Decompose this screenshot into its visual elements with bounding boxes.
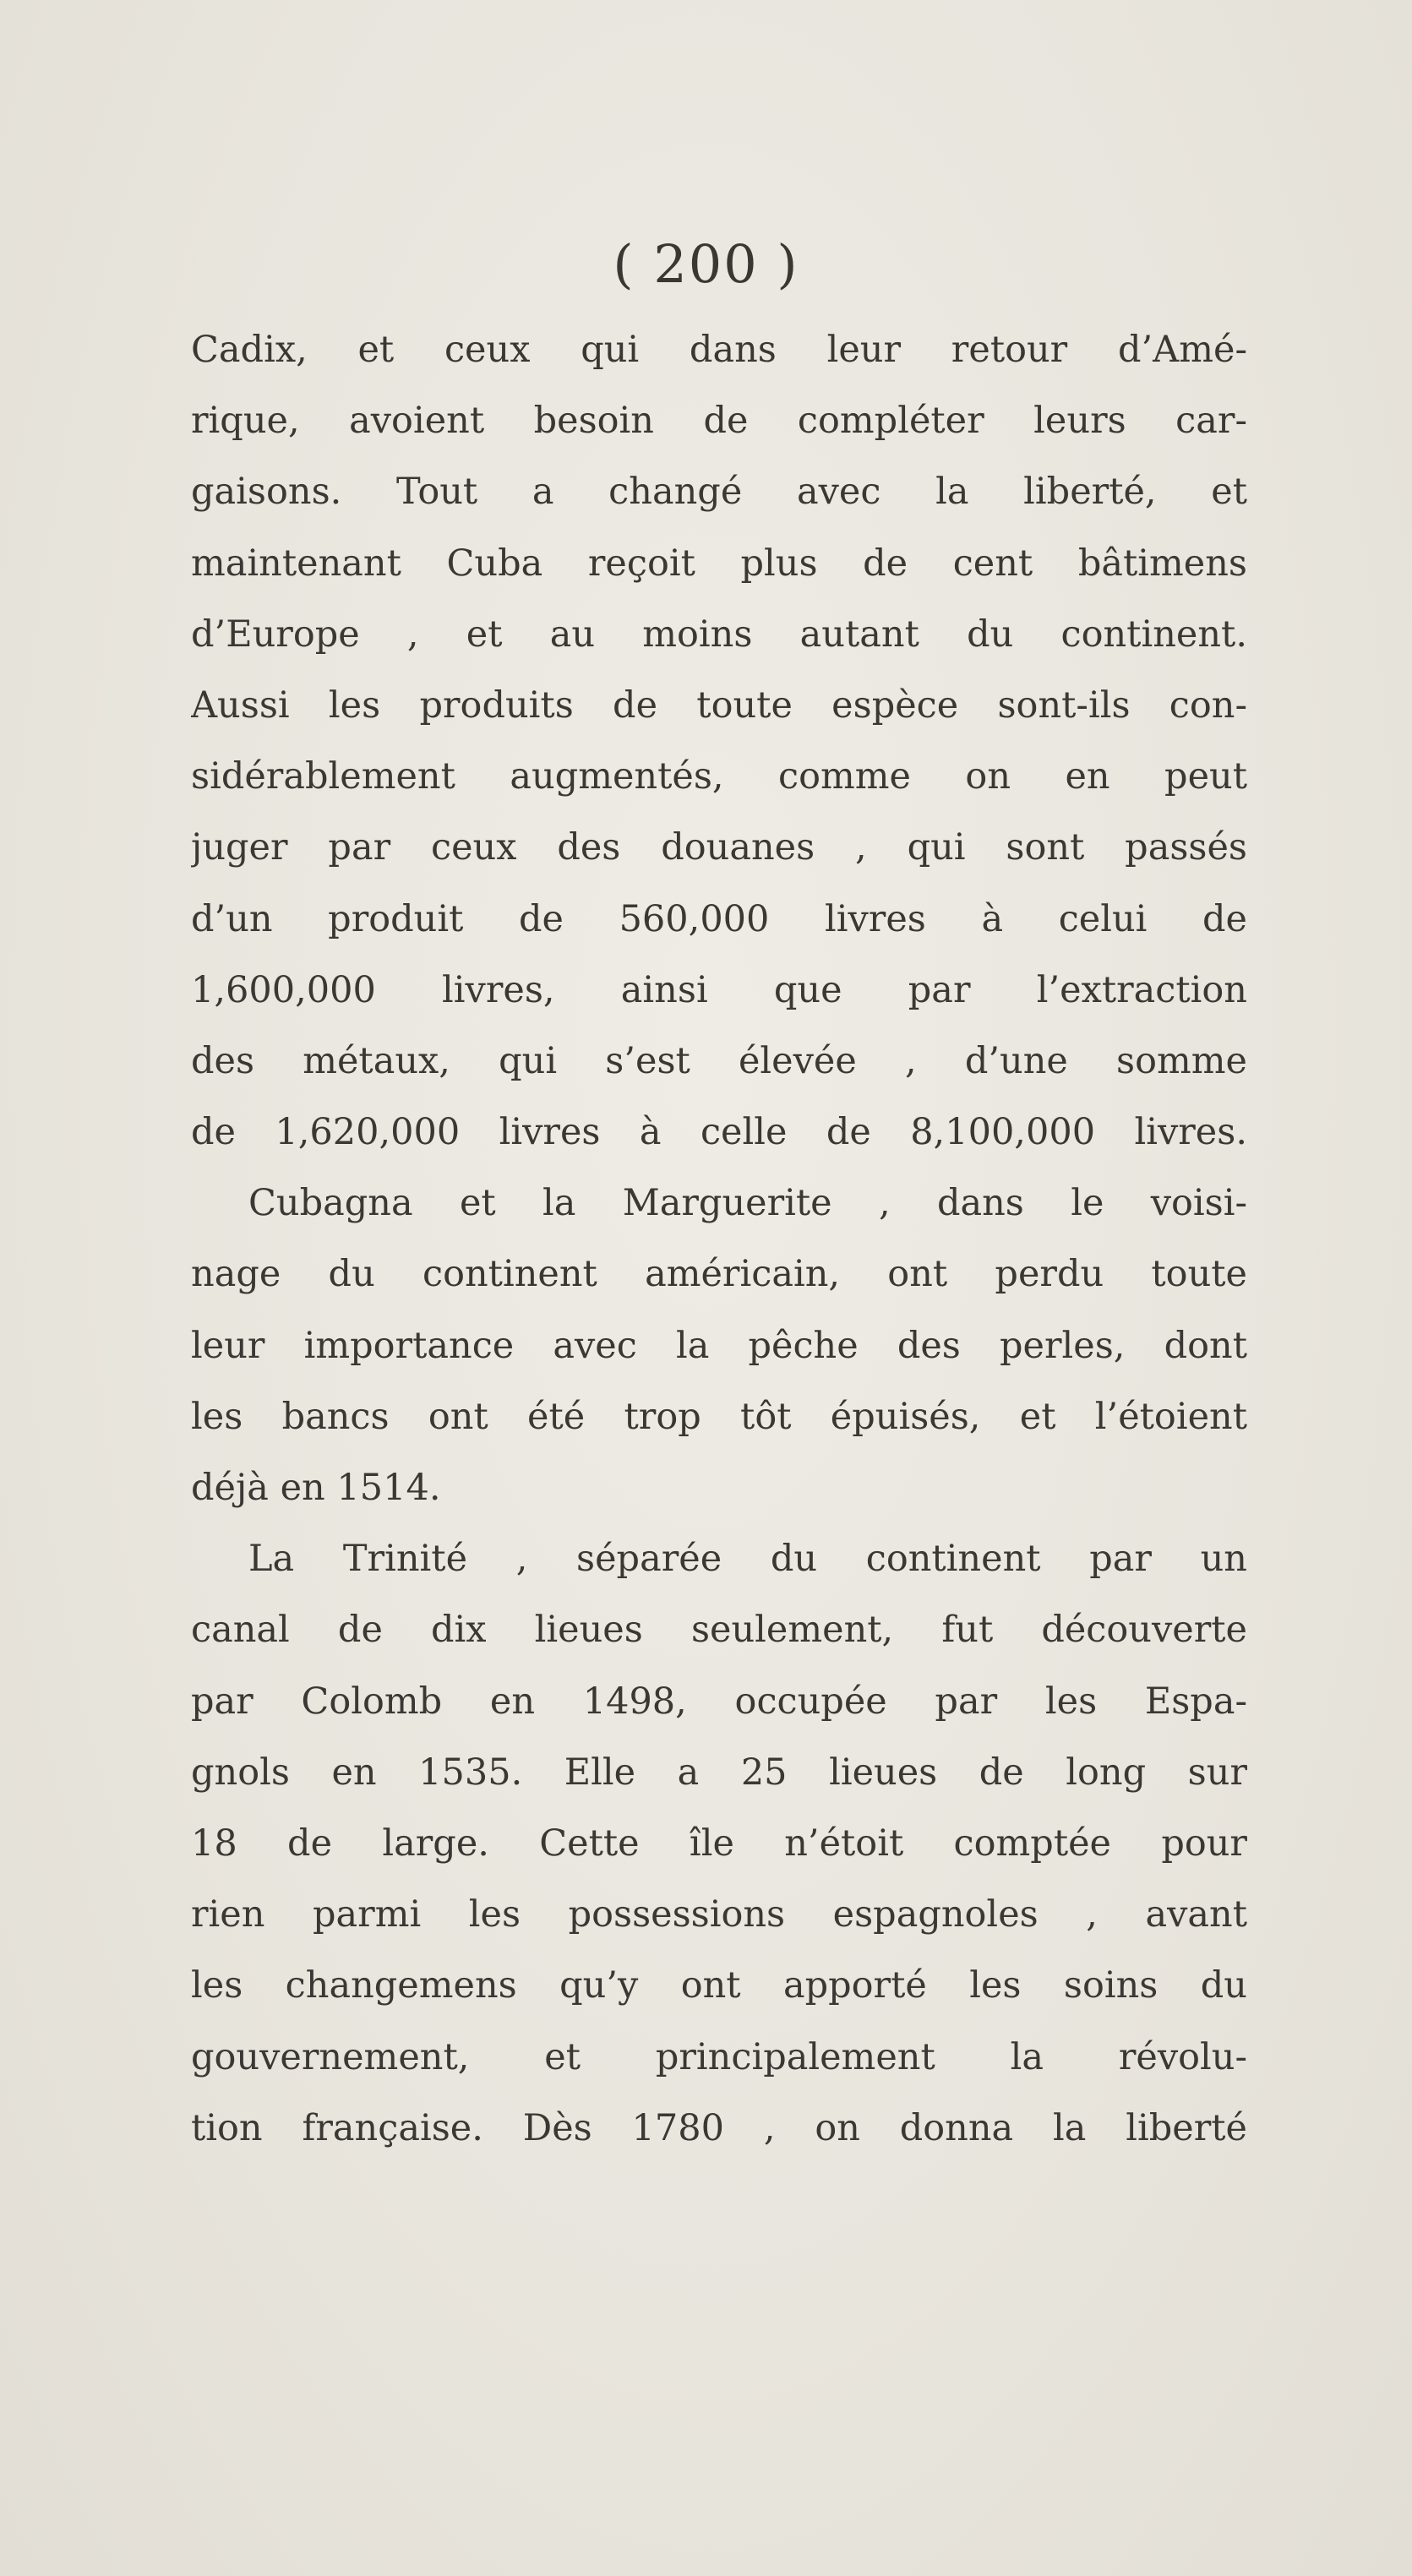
text-line: gouvernement, et principalement la révolu-	[191, 2035, 1247, 2078]
text-line: déjà en 1514.	[191, 1467, 441, 1509]
text-line: d’un produit de 560,000 livres à celui de	[191, 897, 1247, 940]
text-line: Aussi les produits de toute espèce sont-ils con-	[191, 683, 1247, 727]
text-line: Cadix, et ceux qui dans leur retour d’Amé-	[191, 329, 1247, 371]
text-line: les changemens qu’y ont apporté les soins du	[191, 1964, 1247, 2007]
text-line: de 1,620,000 livres à celle de 8,100,000 livres.	[191, 1111, 1247, 1154]
text-line: leur importance avec la pêche des perles, dont	[191, 1324, 1247, 1367]
text-line: rique, avoient besoin de compléter leurs car-	[191, 400, 1247, 443]
text-line: rien parmi les possessions espagnoles , avant	[191, 1893, 1247, 1936]
text-line: gaisons. Tout a changé avec la liberté, et	[191, 471, 1247, 514]
text-line: 18 de large. Cette île n’étoit comptée pour	[191, 1822, 1247, 1865]
text-line: 1,600,000 livres, ainsi que par l’extraction	[191, 968, 1247, 1011]
text-line: La Trinité , séparée du continent par un	[248, 1538, 1247, 1581]
text-line: canal de dix lieues seulement, fut découverte	[191, 1609, 1247, 1652]
text-line: par Colomb en 1498, occupée par les Espa-	[191, 1680, 1247, 1723]
text-line: d’Europe , et au moins autant du continent.	[191, 613, 1247, 656]
text-line: les bancs ont été trop tôt épuisés, et l’étoient	[191, 1395, 1247, 1438]
text-line: gnols en 1535. Elle a 25 lieues de long sur	[191, 1751, 1247, 1794]
text-line: des métaux, qui s’est élevée , d’une somme	[191, 1039, 1247, 1082]
page-number: ( 200 )	[613, 233, 799, 295]
text-line: tion française. Dès 1780 , on donna la liberté	[191, 2106, 1247, 2149]
text-line: maintenant Cuba reçoit plus de cent bâtimens	[191, 542, 1247, 585]
text-line: sidérablement augmentés, comme on en peut	[191, 755, 1247, 798]
body-text	[191, 314, 1247, 2164]
text-line: Cubagna et la Marguerite , dans le voisi-	[248, 1182, 1247, 1225]
text-line: nage du continent américain, ont perdu toute	[191, 1253, 1247, 1296]
text-line: juger par ceux des douanes , qui sont passés	[191, 826, 1247, 869]
